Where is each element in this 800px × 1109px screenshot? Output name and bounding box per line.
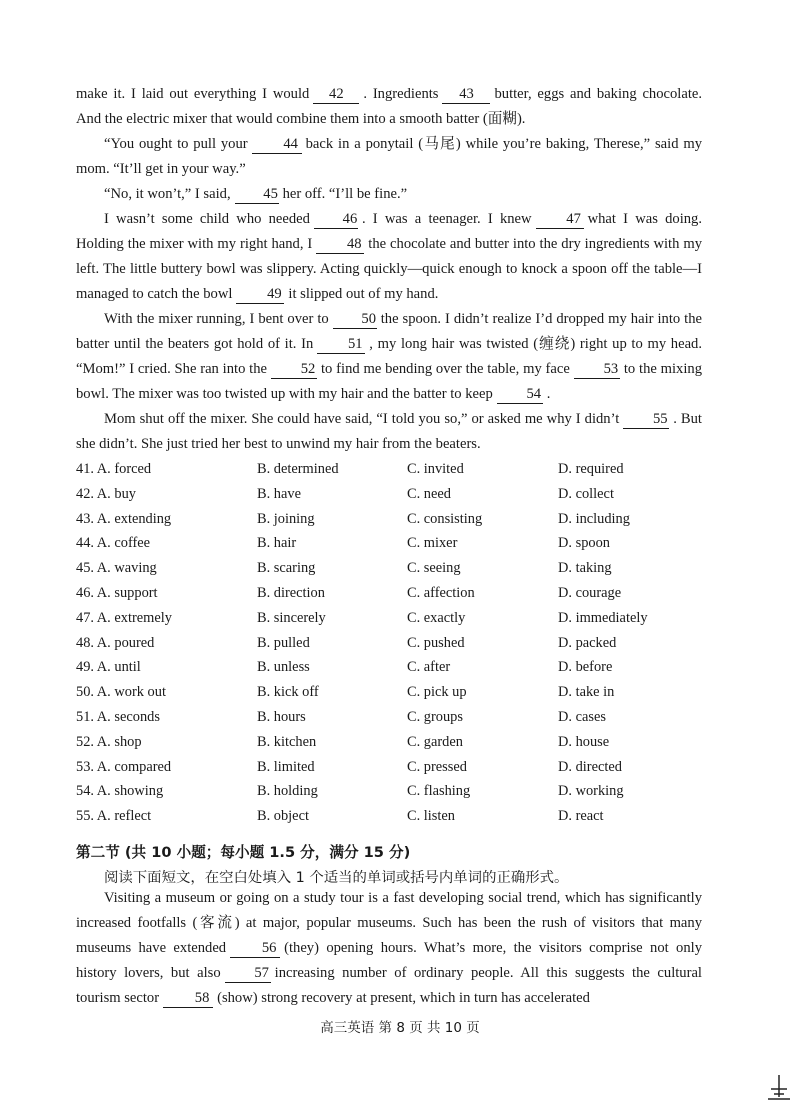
cloze-passage xyxy=(76,82,702,457)
paragraph-5: With the mixer running, I bent over to 50 the spoon. I didn’t realize I’d dropped my hair into the batter until the beaters got hold of it. In 51 , my long hair was twisted (缠绕) right up to my head. “Mom!” I cried. She ran into the 52 to find me bending over the table, my face 53 to the mixing bowl. The mixer was too twisted up with my hair and the batter to keep 54 . xyxy=(76,311,703,402)
blank-45: 45 xyxy=(235,185,279,204)
corner-registration-mark-icon xyxy=(768,1075,790,1103)
blank-57: 57 xyxy=(225,964,271,983)
option-row: 53. A. compared B. limited C. pressed D. directed xyxy=(76,758,622,775)
paragraph-2: “You ought to pull your 44 back in a ponytail (马尾) while you’re baking, Therese,” said my mom. “It’ll get in your way.” xyxy=(76,136,702,177)
option-row: 44. A. coffee B. hair C. mixer D. spoon xyxy=(76,535,610,552)
blank-54: 54 xyxy=(497,385,543,404)
section-instruction: 阅读下面短文，在空白处填入 1 个适当的单词或括号内单词的正确形式。 xyxy=(104,870,569,886)
blank-50: 50 xyxy=(333,310,377,329)
blank-55: 55 xyxy=(623,410,669,429)
option-row: 52. A. shop B. kitchen C. garden D. house xyxy=(76,733,610,750)
blank-51: 51 xyxy=(317,335,365,354)
grammar-passage xyxy=(76,886,702,1011)
option-row: 46. A. support B. direction C. affection D. courage xyxy=(76,584,622,601)
option-row: 45. A. waving B. scaring C. seeing D. taking xyxy=(76,560,612,577)
option-row: 50. A. work out B. kick off C. pick up D. take in xyxy=(76,684,615,701)
option-row: 48. A. poured B. pulled C. pushed D. packed xyxy=(76,634,617,651)
blank-48: 48 xyxy=(316,235,364,254)
blank-49: 49 xyxy=(236,285,284,304)
blank-42: 42 xyxy=(313,85,359,104)
option-row: 54. A. showing B. holding C. flashing D. working xyxy=(76,783,624,800)
options-list xyxy=(76,457,716,829)
paragraph-4: I wasn’t some child who needed 46 . I was a teenager. I knew 47 what I was doing. Holding the mixer with my right hand, I 48 the chocolate and butter into the dry ingredients with my left. The little buttery bowl was slippery. Acting quickly—quick enough to knock a spoon off the table—I managed to catch the bowl 49 it slipped out of my hand. xyxy=(76,211,702,302)
blank-58: 58 xyxy=(163,989,213,1008)
blank-56: 56 xyxy=(230,939,280,958)
option-row: 55. A. reflect B. object C. listen D. react xyxy=(76,808,604,825)
option-row: 49. A. until B. unless C. after D. before xyxy=(76,659,613,676)
option-row: 41. A. forced B. determined C. invited D. required xyxy=(76,461,624,477)
blank-44: 44 xyxy=(252,135,302,154)
blank-53: 53 xyxy=(574,360,620,379)
paragraph-1: make it. I laid out everything I would 42 . Ingredients 43 butter, eggs and baking chocolate. And the electric mixer that would combine them into a smooth batter (面糊). xyxy=(76,86,703,127)
paragraph-6: Mom shut off the mixer. She could have said, “I told you so,” or asked me why I didn’t 55 . But she didn’t. She just tried her best to unwind my hair from the beaters. xyxy=(76,411,702,452)
blank-43: 43 xyxy=(442,85,490,104)
option-row: 43. A. extending B. joining C. consisting D. including xyxy=(76,510,630,527)
option-row: 51. A. seconds B. hours C. groups D. cases xyxy=(76,708,606,725)
blank-47: 47 xyxy=(536,210,584,229)
option-row: 42. A. buy B. have C. need D. collect xyxy=(76,485,614,502)
option-row: 47. A. extremely B. sincerely C. exactly D. immediately xyxy=(76,609,648,626)
paragraph-7: Visiting a museum or going on a study tour is a fast developing social trend, which has significantly increased footfalls (客流) at major, popular museums. Such has been the rush of visitors that many museums have extended 56 (they) opening hours. What’s more, the visitors comprise not only history lovers, but also 57 increasing number of ordinary people. All this suggests the cultural tourism sector 58 (show) strong recovery at present, which in turn has accelerated xyxy=(76,890,702,1006)
blank-52: 52 xyxy=(271,360,317,379)
section-title: 第二节 (共 10 小题；每小题 1.5 分，满分 15 分) xyxy=(76,844,411,861)
page-footer: 高三英语 第 8 页 共 10 页 xyxy=(320,1020,480,1036)
blank-46: 46 xyxy=(314,210,358,229)
paragraph-3: “No, it won’t,” I said, 45 her off. “I’ll be fine.” xyxy=(104,186,408,202)
